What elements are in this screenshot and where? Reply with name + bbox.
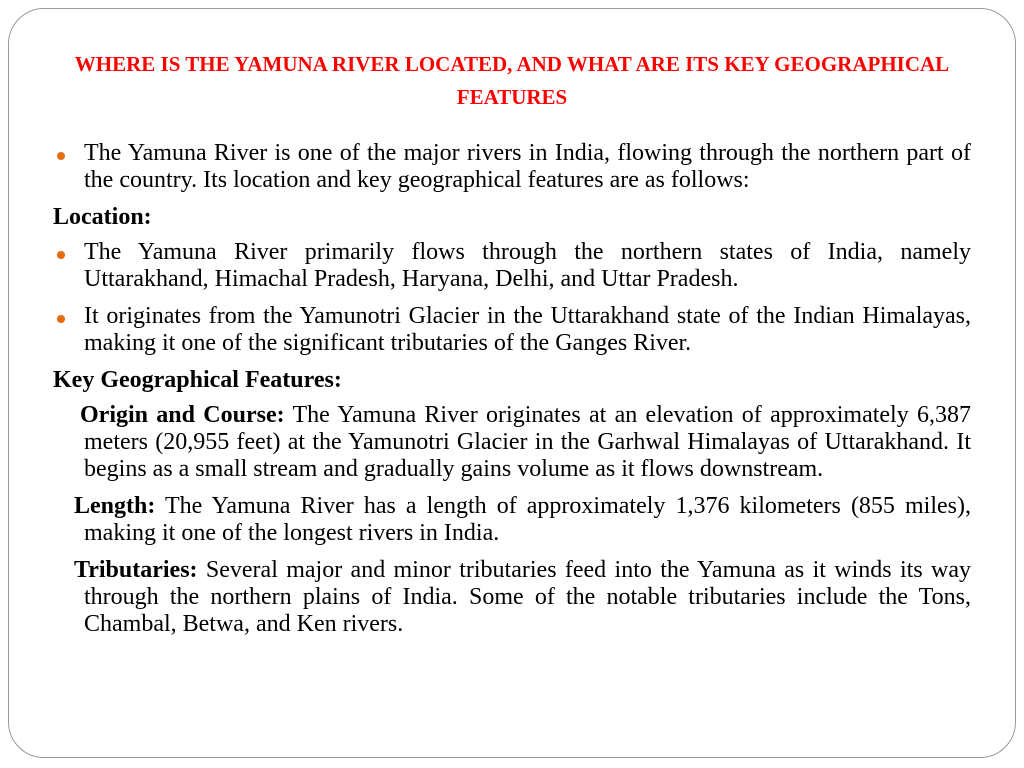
feature-label: Origin and Course: <box>80 402 285 428</box>
features-heading: Key Geographical Features: <box>53 367 342 393</box>
feature-tributaries <box>53 557 971 638</box>
location-bullet-2 <box>53 303 971 357</box>
intro-text: The Yamuna River is one of the major rivers in India, flowing through the northern part of the country. Its location and key geographical features are as follows: <box>84 140 971 193</box>
bullet-dot-icon <box>57 152 65 160</box>
bullet-dot-icon <box>57 251 65 259</box>
slide-title: WHERE IS THE YAMUNA RIVER LOCATED, AND WHAT ARE ITS KEY GEOGRAPHICAL FEATURES <box>74 52 950 109</box>
bullet-dot-icon <box>57 315 65 323</box>
location-heading: Location: <box>53 204 152 230</box>
feature-text: Several major and minor tributaries feed into the Yamuna as it winds its way through the northern plains of India. Some of the notable tributaries include the Tons, Chambal, Betwa, and Ken rivers. <box>84 557 971 637</box>
feature-label: Length: <box>74 493 156 519</box>
intro-paragraph <box>53 140 971 194</box>
slide-content <box>53 140 971 648</box>
feature-origin <box>53 402 971 483</box>
location-bullet-1 <box>53 239 971 293</box>
location-bullet-text: The Yamuna River primarily flows through the northern states of India, namely Uttarakhand, Himachal Pradesh, Haryana, Delhi, and Uttar Pradesh. <box>84 239 971 292</box>
feature-label: Tributaries: <box>74 557 198 583</box>
feature-text: The Yamuna River originates at an elevation of approximately 6,387 meters (20,955 feet) at the Yamunotri Glacier in the Garhwal Himalayas of Uttarakhand. It begins as a small stream and gradually gains volume as it flows downstream. <box>84 402 972 482</box>
feature-text: The Yamuna River has a length of approximately 1,376 kilometers (855 miles), making it one of the longest rivers in India. <box>84 493 971 546</box>
location-bullet-text: It originates from the Yamunotri Glacier in the Uttarakhand state of the Indian Himalayas, making it one of the significant tributaries of the Ganges River. <box>84 303 971 356</box>
feature-length <box>53 493 971 547</box>
